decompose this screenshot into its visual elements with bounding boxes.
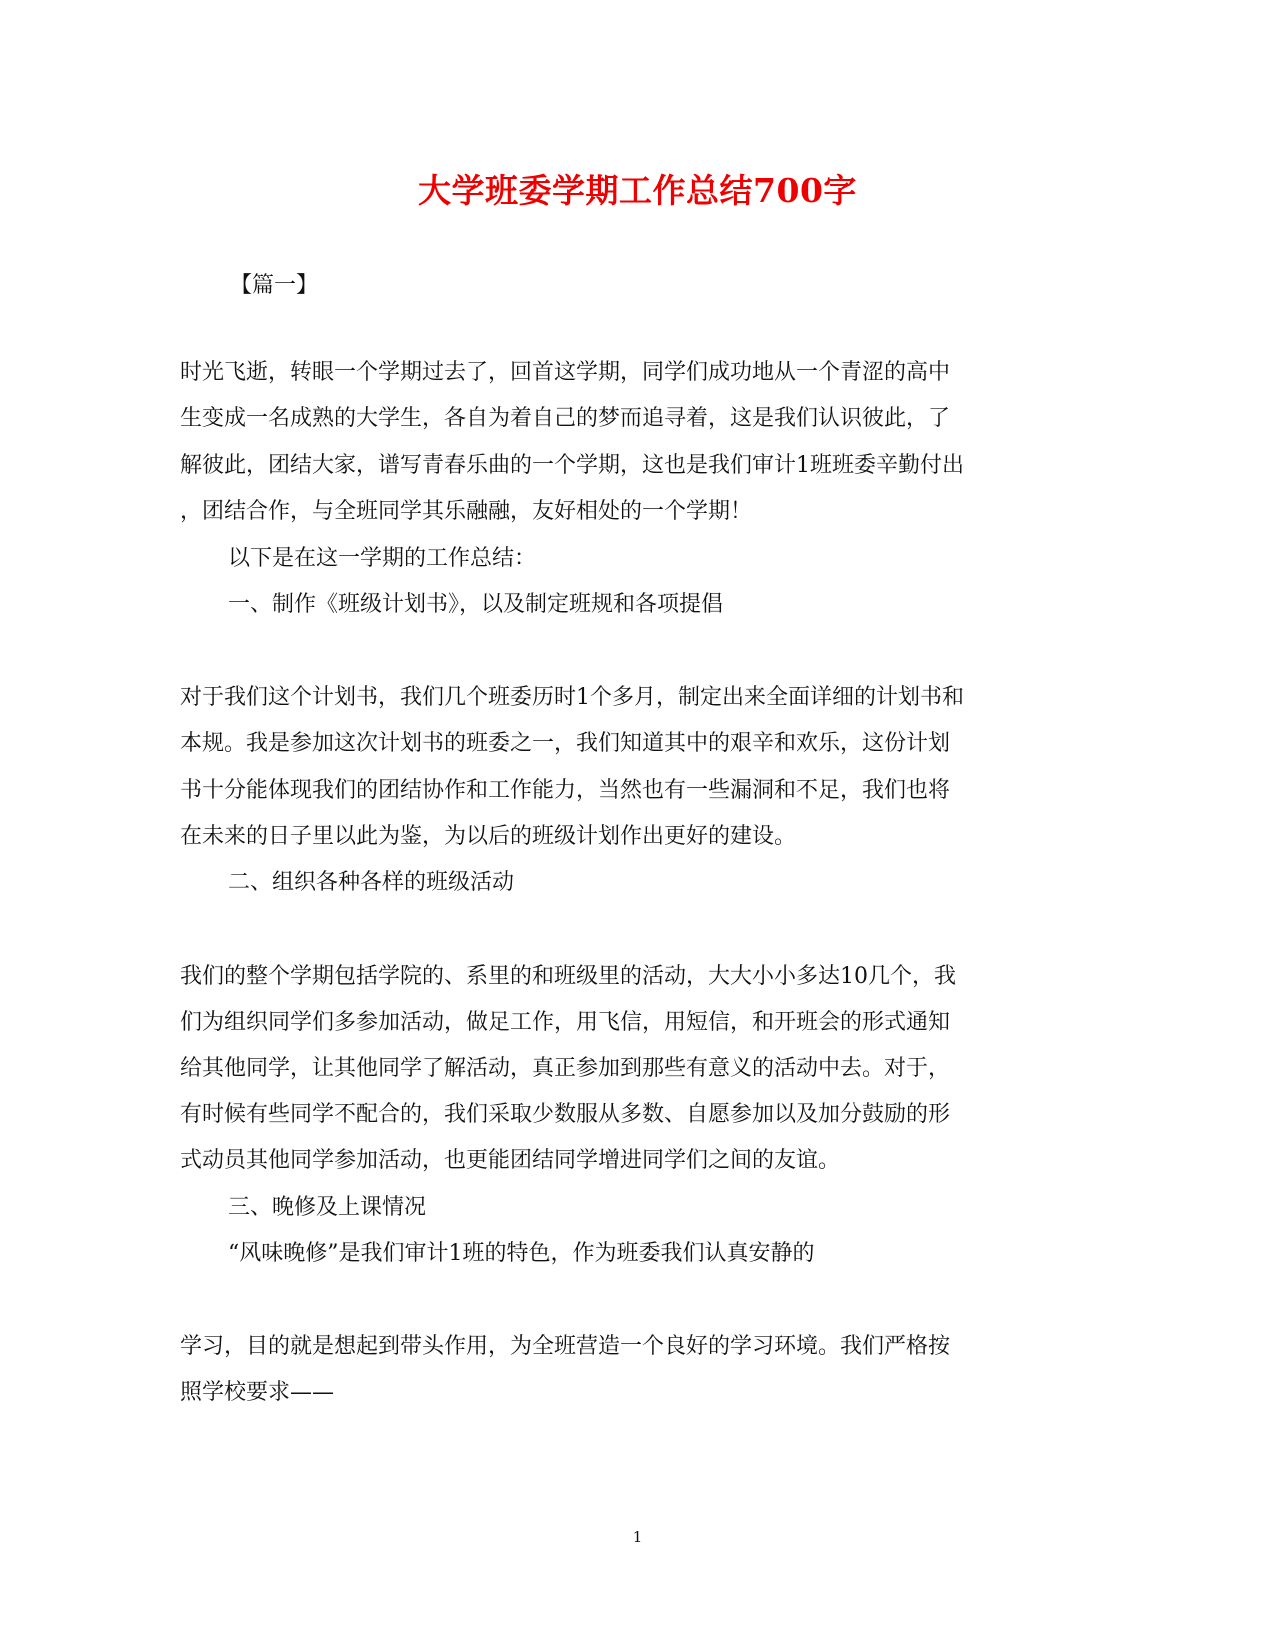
paragraph-line: 们为组织同学们多参加活动，做足工作，用飞信，用短信，和开班会的形式通知 [180, 1010, 951, 1035]
paragraph-line: 时光飞逝，转眼一个学期过去了，回首这学期，同学们成功地从一个青涩的高中 [180, 360, 951, 385]
section-heading: 一、制作《班级计划书》，以及制定班规和各项提倡 [228, 592, 724, 617]
page-number: 1 [632, 1528, 643, 1546]
paragraph-line: 以下是在这一学期的工作总结： [228, 546, 537, 571]
paragraph-line: 解彼此，团结大家，谱写青春乐曲的一个学期，这也是我们审计1班班委辛勤付出 [180, 453, 964, 478]
paragraph-line: “风味晚修”是我们审计1班的特色，作为班委我们认真安静的 [228, 1241, 815, 1266]
paragraph-line: 照学校要求—— [180, 1380, 335, 1405]
document-title: 大学班委学期工作总结700字 [418, 171, 857, 210]
paragraph-line: ，团结合作，与全班同学其乐融融，友好相处的一个学期！ [180, 499, 753, 524]
paragraph-line: 我们的整个学期包括学院的、系里的和班级里的活动，大大小小多达10几个，我 [180, 964, 956, 989]
paragraph-line: 学习，目的就是想起到带头作用，为全班营造一个良好的学习环境。我们严格按 [180, 1334, 951, 1359]
paragraph-line: 在未来的日子里以此为鉴，为以后的班级计划作出更好的建设。 [180, 824, 797, 849]
paragraph-line: 有时候有些同学不配合的，我们采取少数服从多数、自愿参加以及加分鼓励的形 [180, 1102, 951, 1127]
paragraph-line: 式动员其他同学参加活动，也更能团结同学增进同学们之间的友谊。 [180, 1148, 841, 1173]
paragraph-line: 本规。我是参加这次计划书的班委之一，我们知道其中的艰辛和欢乐，这份计划 [180, 731, 951, 756]
paragraph-line: 给其他同学，让其他同学了解活动，真正参加到那些有意义的活动中去。对于， [180, 1056, 951, 1081]
section-label: 【篇一】 [230, 273, 319, 298]
section-heading: 二、组织各种各样的班级活动 [228, 870, 515, 895]
paragraph-line: 对于我们这个计划书，我们几个班委历时1个多月，制定出来全面详细的计划书和 [180, 685, 964, 710]
paragraph-line: 书十分能体现我们的团结协作和工作能力，当然也有一些漏洞和不足，我们也将 [180, 778, 951, 803]
paragraph-line: 生变成一名成熟的大学生，各自为着自己的梦而追寻着，这是我们认识彼此，了 [180, 406, 951, 431]
section-heading: 三、晚修及上课情况 [228, 1195, 427, 1220]
